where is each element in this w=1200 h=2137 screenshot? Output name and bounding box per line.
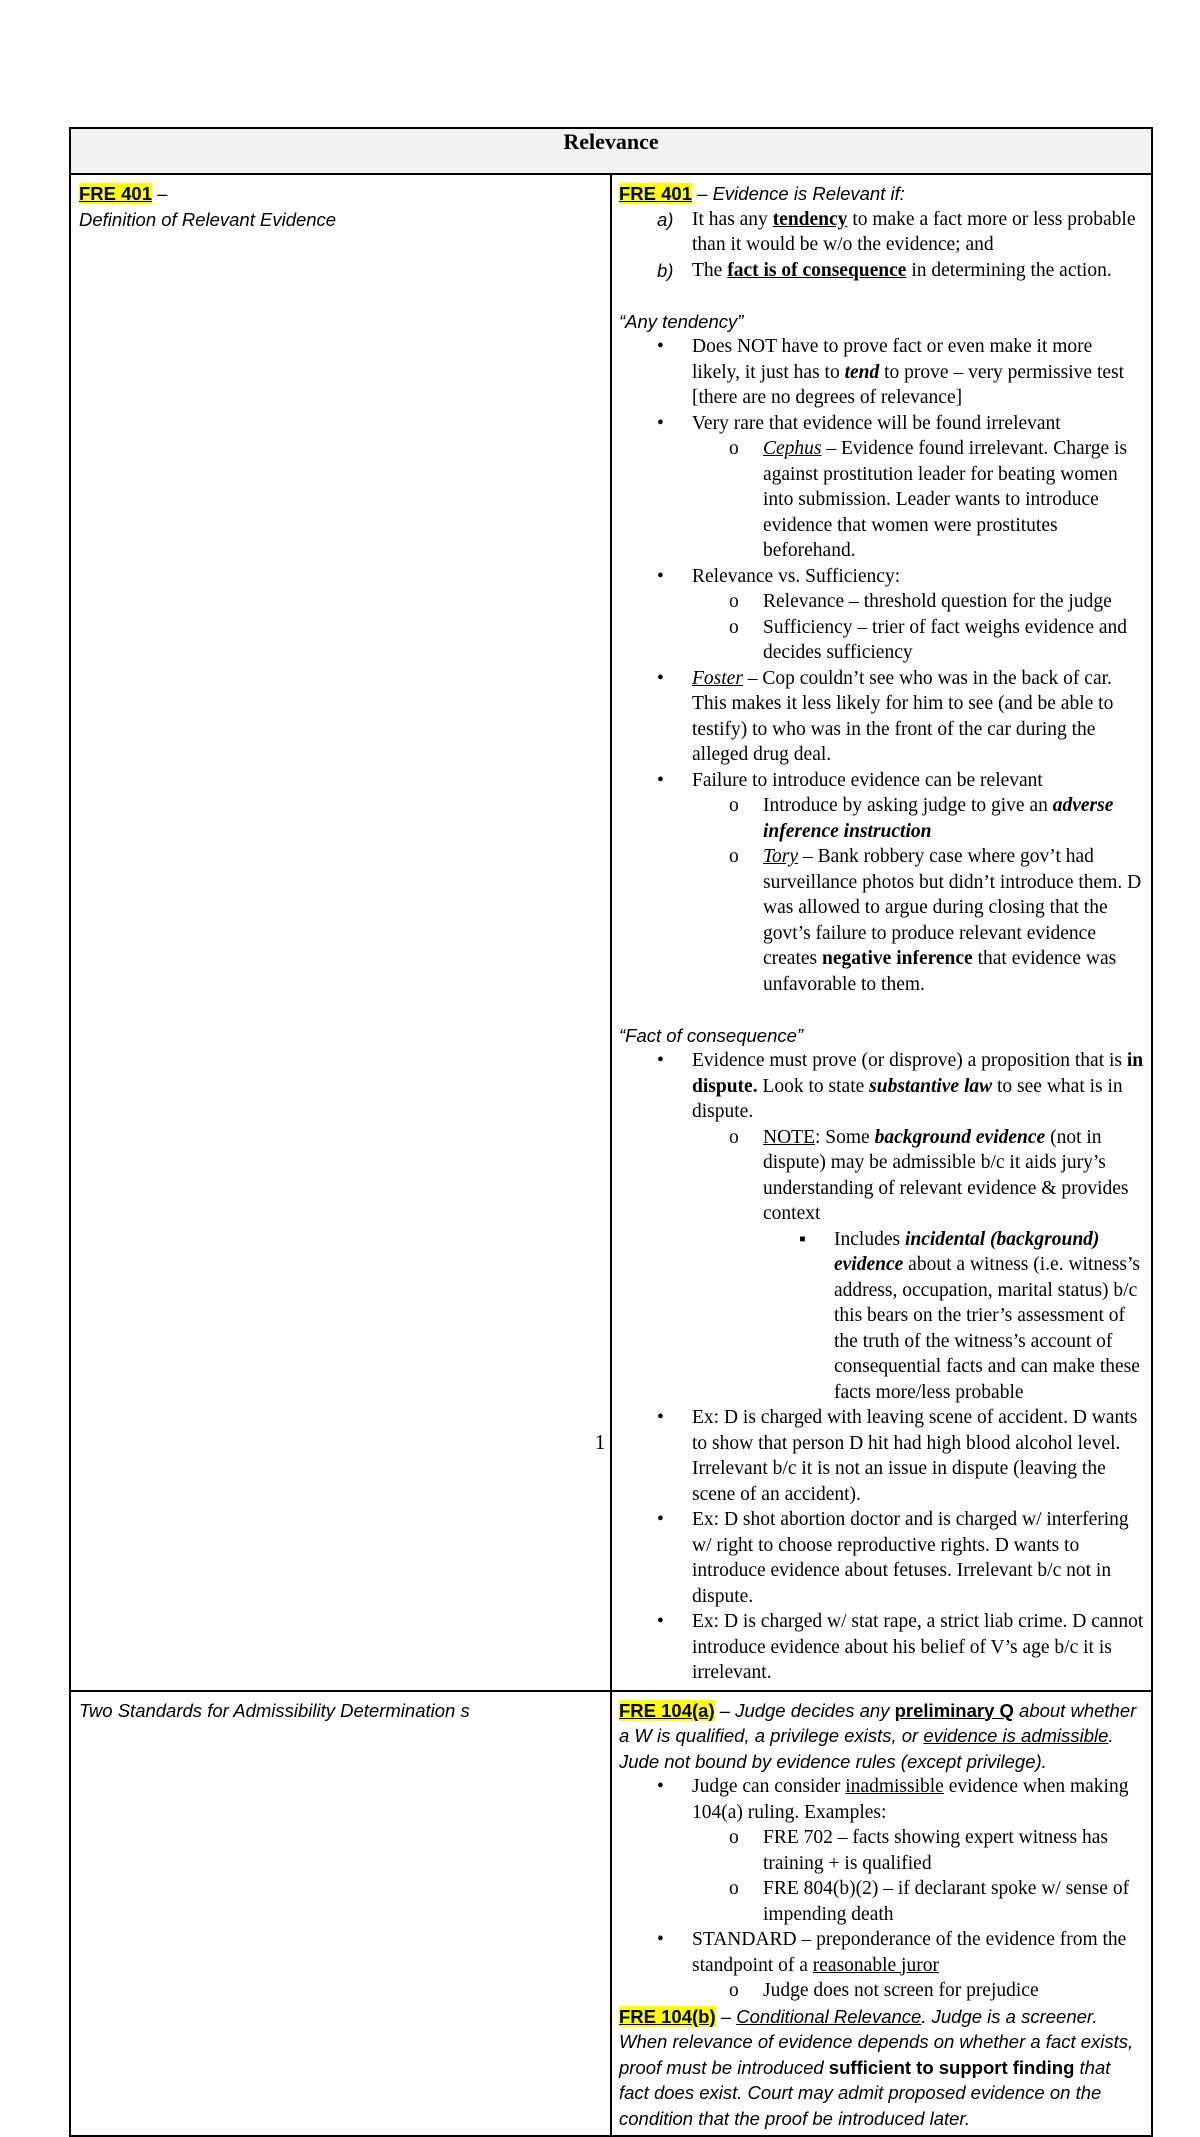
list-item: o NOTE: Some background evidence (not in dispute) may be admissible b/c it aids jury’s understanding of relevant evidence & provides context xyxy=(729,1126,1129,1224)
sub-bullet-icon: o xyxy=(729,846,739,867)
list-item: a) It has any tendency to make a fact more or less probable than it would be w/o the evidence; and xyxy=(657,208,1136,255)
list-item: o Introduce by asking judge to give an adverse inference instruction xyxy=(729,795,1114,842)
bullet-icon: • xyxy=(657,336,664,357)
case-name: Foster xyxy=(692,667,743,689)
list-item: • Ex: D shot abortion doctor and is charged w/ interfering w/ right to choose reproductive rights. D wants to introduce evidence about fetuses. Irrelevant b/c not in dispute. xyxy=(657,1509,1129,1607)
list-item: • Very rare that evidence will be found irrelevant xyxy=(619,411,1145,437)
square-bullet-icon: ▪ xyxy=(799,1228,806,1250)
list-item: • Failure to introduce evidence can be relevant xyxy=(619,768,1145,794)
bullet-icon: • xyxy=(657,769,664,791)
section-label: FRE 401 – Definition of Relevant Evidence xyxy=(79,183,337,230)
section-admissibility xyxy=(70,1691,1152,2137)
section-content-cell xyxy=(611,174,1152,1691)
bullet-icon: • xyxy=(657,565,664,587)
list-item: • Ex: D is charged w/ stat rape, a strict liab crime. D cannot introduce evidence about his belief of V’s age b/c it is irrelevant. xyxy=(657,1611,1144,1683)
list-item: • Judge can consider inadmissible evidence when making 104(a) ruling. Examples: xyxy=(657,1776,1129,1823)
bullet-icon: • xyxy=(657,1929,664,1950)
list-item: o Judge does not screen for prejudice xyxy=(619,1978,1145,2004)
notes-table xyxy=(69,127,1153,2137)
sub-bullet-icon: o xyxy=(729,795,739,816)
bullet-icon: • xyxy=(657,1611,664,1632)
sub-bullet-icon: o xyxy=(729,1878,739,1899)
list-item: b) The fact is of consequence in determining the action. xyxy=(657,259,1112,281)
title-row xyxy=(70,128,1152,174)
list-item: • Ex: D is charged with leaving scene of accident. D wants to show that person D hit had high blood alcohol level. Irrelevant b/c it is not an issue in dispute (leaving the scene of an accident). xyxy=(657,1407,1138,1505)
sub-bullet-icon: o xyxy=(729,1827,739,1848)
rule-code: FRE 401 xyxy=(79,183,153,204)
list-item: o Tory – Bank robbery case where gov’t had surveillance photos but didn’t introduce them. D was allowed to argue during closing that the govt’s failure to produce relevant evidence creates negative inference that evidence was unfavorable to them. xyxy=(729,846,1142,995)
list-item: o Sufficiency – trier of fact weighs evidence and decides sufficiency xyxy=(729,616,1128,663)
section-content-cell xyxy=(611,1691,1152,2137)
section-fre401 xyxy=(70,174,1152,1691)
bullet-icon: • xyxy=(657,412,664,434)
sub-bullet-icon: o xyxy=(729,1980,739,2001)
list-item: • STANDARD – preponderance of the evidence from the standpoint of a reasonable juror xyxy=(657,1929,1127,1976)
list-item: • Evidence must prove (or disprove) a proposition that is in dispute. Look to state substantive law to see what is in dispute. xyxy=(657,1050,1144,1122)
section-label: Two Standards for Admissibility Determination s xyxy=(79,1699,470,1721)
section-label-cell xyxy=(70,1691,611,2137)
bullet-icon: • xyxy=(657,1776,664,1797)
page-number: 1 xyxy=(594,1430,606,1454)
case-name: Tory xyxy=(763,846,799,867)
section-label-cell xyxy=(70,174,611,1691)
rule-heading: FRE 104(a) – Judge decides any preliminary Q about whether a W is qualified, a privilege exists, or evidence is admissible. Jude not bound by evidence rules (except privilege). xyxy=(619,1699,1137,1772)
sub-bullet-icon: o xyxy=(729,591,739,612)
subheading: “Any tendency” xyxy=(619,310,744,332)
sub-bullet-icon: o xyxy=(729,616,739,638)
bullet-icon: • xyxy=(657,1509,664,1530)
list-item: • Does NOT have to prove fact or even make it more likely, it just has to tend to prove – very permissive test [there are no degrees of relevance] xyxy=(657,336,1125,408)
rule-heading: FRE 104(b) – Conditional Relevance. Judge is a screener. When relevance of evidence depends on whether a fact exists, proof must be introduced sufficient to support finding that fact does exist. Court may admit proposed evidence on the condition that the proof be introduced later. xyxy=(619,2005,1134,2129)
bullet-icon: • xyxy=(657,667,664,689)
list-item: o FRE 702 – facts showing expert witness has training + is qualified xyxy=(729,1827,1109,1874)
list-item: • Foster – Cop couldn’t see who was in the back of car. This makes it less likely for him to see (and be able to testify) to who was in the front of the car during the alleged drug deal. xyxy=(657,667,1114,765)
list-item: • Relevance vs. Sufficiency: xyxy=(619,564,1145,590)
sub-bullet-icon: o xyxy=(729,438,739,459)
list-item: o Relevance – threshold question for the judge xyxy=(619,589,1145,615)
bullet-icon: • xyxy=(657,1050,664,1071)
list-item: o FRE 804(b)(2) – if declarant spoke w/ sense of impending death xyxy=(729,1878,1130,1925)
subheading: “Fact of consequence” xyxy=(619,1024,804,1046)
bullet-icon: • xyxy=(657,1407,664,1428)
case-name: Cephus xyxy=(763,438,822,459)
list-item: ▪ Includes incidental (background) evidence about a witness (i.e. witness’s address, occupation, marital status) b/c this bears on the trier’s assessment of the truth of the witness’s account of consequential facts and can make these facts more/less probable xyxy=(799,1228,1140,1403)
page-title: Relevance xyxy=(70,128,1152,174)
sub-bullet-icon: o xyxy=(729,1126,739,1148)
rule-heading: FRE 401 – Evidence is Relevant if: xyxy=(619,183,905,204)
list-item: o Cephus – Evidence found irrelevant. Charge is against prostitution leader for beating women into submission. Leader wants to introduce evidence that women were prostitutes beforehand. xyxy=(729,438,1128,561)
